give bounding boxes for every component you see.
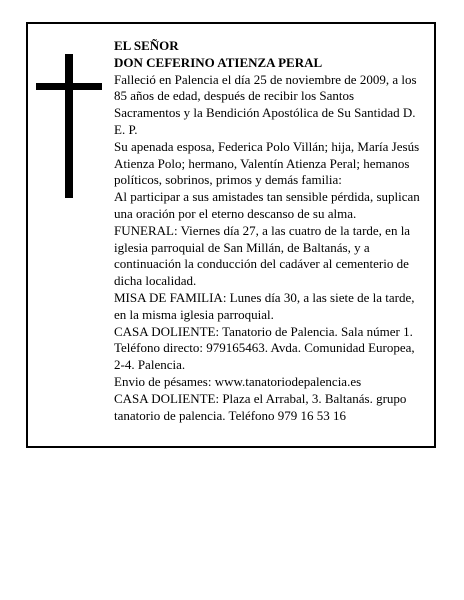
family-list: Su apenada esposa, Federica Polo Villán; hija, María Jesús Atienza Polo; hermano, Valentín Atienza Peral; hemanos políticos, sobrinos, primos y demás familia: xyxy=(114,138,420,188)
cross-horizontal-bar xyxy=(36,83,102,90)
deceased-name: DON CEFERINO ATIENZA PERAL xyxy=(114,54,323,70)
notice-body xyxy=(114,38,422,424)
death-announcement: Falleció en Palencia el día 25 de noviembre de 2009, a los 85 años de edad, después de recibir los Santos Sacramentos y la Bendición Apostólica de Su Santidad D. E. P. xyxy=(114,71,417,137)
condolences-info: Envio de pésames: www.tanatoriodepalencia.es xyxy=(114,373,362,389)
mourning-house-info: CASA DOLIENTE: Tanatorio de Palencia. Sala númer 1. Teléfono directo: 979165463. Avda. Comunidad Europea, 2-4. Palencia. xyxy=(114,323,415,373)
notice-title-line1: EL SEÑOR xyxy=(114,38,179,53)
family-mass-info: MISA DE FAMILIA: Lunes día 30, a las siete de la tarde, en la misma iglesia parroquial. xyxy=(114,289,415,322)
funeral-info: FUNERAL: Viernes día 27, a las cuatro de la tarde, en la iglesia parroquial de San Millán, de Baltanás, y a continuación la conducción del cadáver al cementerio de dicha localidad. xyxy=(114,222,411,289)
cross-icon xyxy=(36,54,102,198)
cross-vertical-bar xyxy=(65,54,73,198)
prayer-request: Al participar a sus amistades tan sensible pérdida, suplican una oración por el eterno descanso de su alma. xyxy=(114,189,420,221)
mourning-house-info-2: CASA DOLIENTE: Plaza el Arrabal, 3. Baltanás. grupo tanatorio de palencia. Teléfono 979 16 53 16 xyxy=(114,390,407,423)
